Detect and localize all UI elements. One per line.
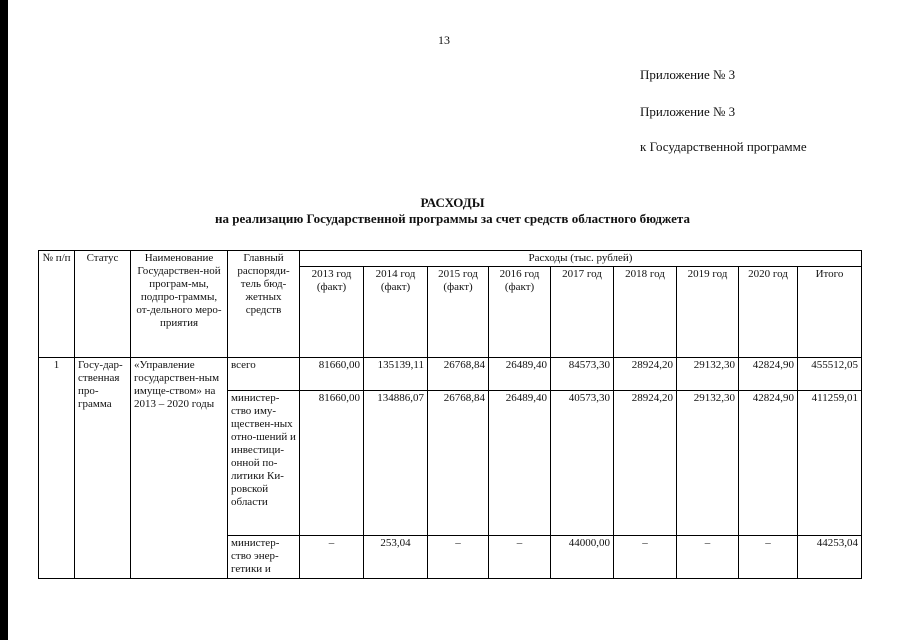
header-name: Наименование Государствен-ной програм-мы, подпро-граммы, от-дельного меро-приятия xyxy=(131,251,228,358)
value-cell: 26768,84 xyxy=(428,391,489,536)
header-year: 2015 год (факт) xyxy=(428,267,489,358)
header-year: 2016 год (факт) xyxy=(489,267,551,358)
value-cell: 44000,00 xyxy=(551,536,614,579)
value-cell: 28924,20 xyxy=(614,391,677,536)
document-title: РАСХОДЫ xyxy=(420,195,485,210)
value-cell: 40573,30 xyxy=(551,391,614,536)
row-program-name: «Управление государствен-ным имуще-ством» на 2013 – 2020 годы xyxy=(131,358,228,579)
value-cell-total: 44253,04 xyxy=(798,536,862,579)
value-cell: – xyxy=(677,536,739,579)
value-cell: 81660,00 xyxy=(300,391,364,536)
header-year: 2018 год xyxy=(614,267,677,358)
table-row xyxy=(39,358,862,391)
value-cell: – xyxy=(739,536,798,579)
header-total: Итого xyxy=(798,267,862,358)
value-cell: – xyxy=(614,536,677,579)
appendix-line-3: к Государственной программе xyxy=(640,139,807,154)
row-status: Госу-дар-ственная про-грамма xyxy=(75,358,131,579)
row-manager: министер-ство иму-ществен-ных отно-шений и инвестици-онной по-литики Ки-ровской области xyxy=(228,391,300,536)
value-cell: 26768,84 xyxy=(428,358,489,391)
row-manager: всего xyxy=(228,358,300,391)
value-cell: 29132,30 xyxy=(677,391,739,536)
value-cell: 26489,40 xyxy=(489,358,551,391)
value-cell: – xyxy=(428,536,489,579)
value-cell: 81660,00 xyxy=(300,358,364,391)
header-status: Статус xyxy=(75,251,131,358)
document-subtitle: на реализацию Государственной программы за счет средств областного бюджета xyxy=(215,211,690,226)
value-cell: 134886,07 xyxy=(364,391,428,536)
header-year: 2013 год (факт) xyxy=(300,267,364,358)
expenses-table xyxy=(38,250,862,579)
value-cell: – xyxy=(300,536,364,579)
value-cell: 26489,40 xyxy=(489,391,551,536)
header-year: 2014 год (факт) xyxy=(364,267,428,358)
page-number: 13 xyxy=(438,33,450,47)
header-expenses: Расходы (тыс. рублей) xyxy=(300,251,862,267)
value-cell: 253,04 xyxy=(364,536,428,579)
header-num: № п/п xyxy=(39,251,75,358)
value-cell: 29132,30 xyxy=(677,358,739,391)
row-manager: министер-ство энер-гетики и xyxy=(228,536,300,579)
value-cell: – xyxy=(489,536,551,579)
scan-edge-bar xyxy=(0,0,8,640)
header-row-1 xyxy=(39,251,862,267)
value-cell-total: 455512,05 xyxy=(798,358,862,391)
header-year: 2017 год xyxy=(551,267,614,358)
value-cell: 42824,90 xyxy=(739,391,798,536)
header-year: 2020 год xyxy=(739,267,798,358)
header-year: 2019 год xyxy=(677,267,739,358)
value-cell: 135139,11 xyxy=(364,358,428,391)
value-cell: 42824,90 xyxy=(739,358,798,391)
value-cell-total: 411259,01 xyxy=(798,391,862,536)
value-cell: 84573,30 xyxy=(551,358,614,391)
row-num: 1 xyxy=(39,358,75,579)
appendix-line-2: Приложение № 3 xyxy=(640,104,736,119)
appendix-line-1: Приложение № 3 xyxy=(640,67,736,82)
header-manager: Главный распоряди-тель бюд-жетных средств xyxy=(228,251,300,358)
value-cell: 28924,20 xyxy=(614,358,677,391)
